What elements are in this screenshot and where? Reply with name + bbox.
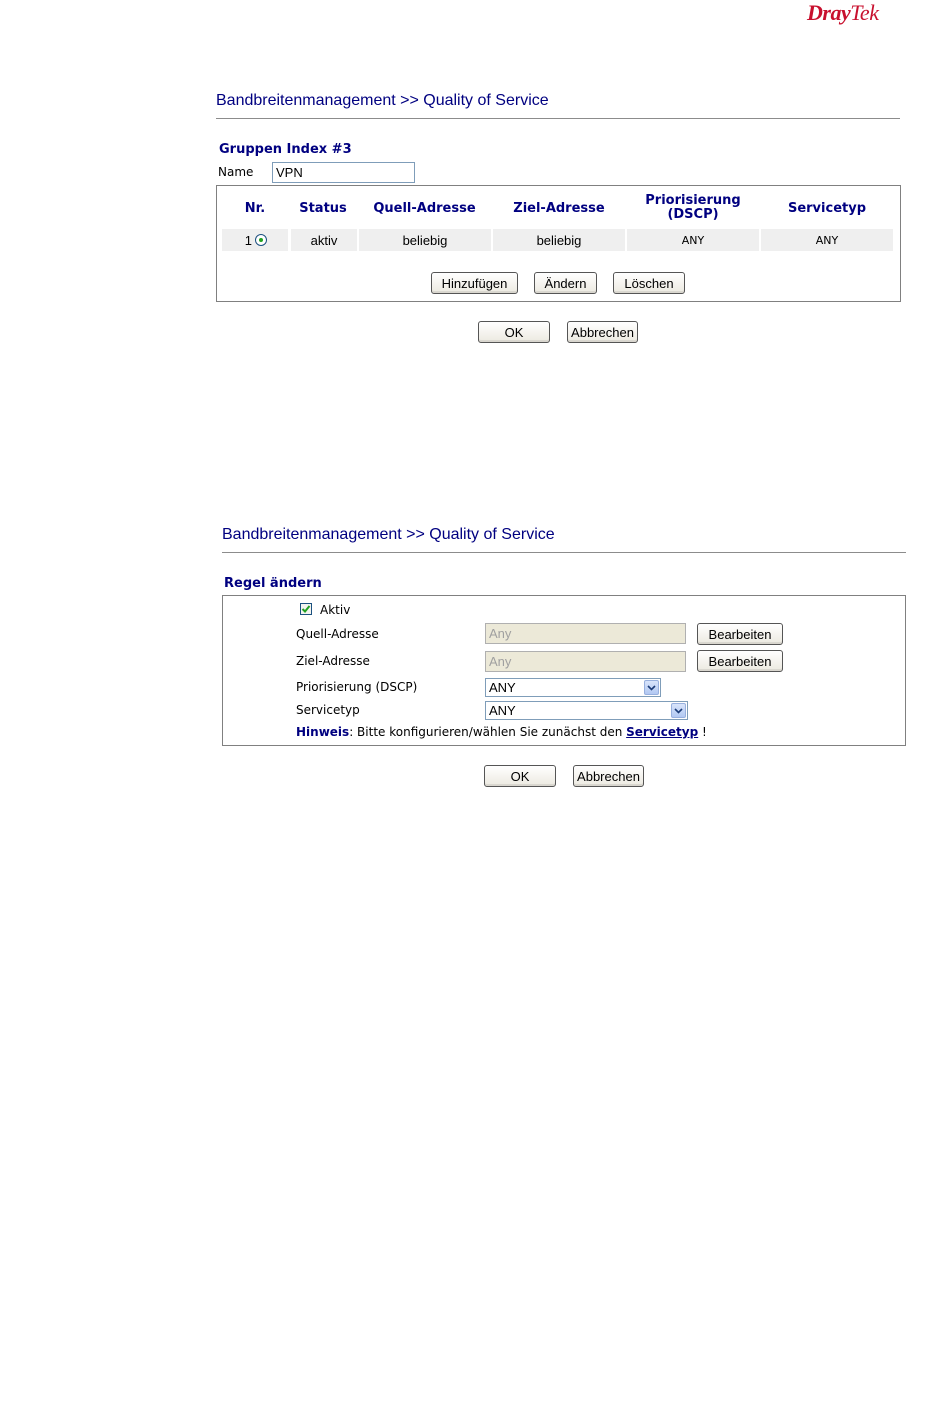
table-row-nr	[222, 229, 288, 251]
table-row-service: ANY	[761, 229, 893, 251]
source-edit-button[interactable]: Bearbeiten	[697, 623, 783, 645]
dscp-select[interactable]	[485, 678, 661, 697]
hint-message: : Bitte konfigurieren/wählen Sie zunächst den	[349, 725, 627, 739]
dest-address-label: Ziel-Adresse	[296, 654, 370, 668]
service-type-label: Servicetyp	[296, 703, 360, 717]
dest-address-input: Any	[485, 651, 686, 672]
dest-edit-button[interactable]: Bearbeiten	[697, 650, 783, 672]
delete-button[interactable]: Löschen	[613, 272, 685, 294]
header-dscp	[627, 194, 759, 222]
table-row-dscp: ANY	[627, 229, 759, 251]
chevron-down-icon[interactable]	[644, 680, 659, 695]
header-dscp-line1: Priorisierung	[645, 193, 741, 208]
rule-page-title: Bandbreitenmanagement >> Quality of Service	[222, 526, 555, 543]
header-dscp-line2: (DSCP)	[667, 207, 719, 222]
logo-part-dray: Dray	[807, 0, 851, 25]
hint-end: !	[698, 725, 707, 739]
add-button[interactable]: Hinzufügen	[431, 272, 518, 294]
ok-button[interactable]: OK	[478, 321, 550, 343]
hint-label: Hinweis	[296, 725, 350, 739]
row-nr-value: 1	[244, 232, 252, 248]
dscp-select-value: ANY	[489, 680, 516, 695]
edit-button[interactable]: Ändern	[534, 272, 597, 294]
header-dest: Ziel-Adresse	[513, 201, 605, 216]
draytek-logo	[807, 0, 878, 26]
chevron-down-icon[interactable]	[671, 703, 686, 718]
page-title: Bandbreitenmanagement >> Quality of Service	[216, 92, 549, 109]
service-type-link[interactable]: Servicetyp	[626, 725, 699, 739]
check-icon	[301, 604, 311, 614]
cancel-button[interactable]: Abbrechen	[567, 321, 638, 343]
service-type-select[interactable]	[485, 701, 688, 720]
rule-cancel-button[interactable]: Abbrechen	[573, 765, 644, 787]
name-input[interactable]: VPN	[272, 162, 415, 183]
group-index-title: Gruppen Index #3	[219, 142, 352, 157]
header-source: Quell-Adresse	[373, 201, 476, 216]
header-service: Servicetyp	[787, 201, 867, 216]
rule-ok-button[interactable]: OK	[484, 765, 556, 787]
hint-text	[296, 725, 707, 739]
name-label: Name	[218, 165, 254, 179]
active-checkbox[interactable]	[300, 603, 312, 615]
logo-part-tek: Tek	[850, 0, 879, 25]
title-divider	[216, 118, 900, 119]
active-label: Aktiv	[320, 603, 351, 617]
rule-title-divider	[222, 552, 906, 553]
table-row-source: beliebig	[359, 229, 491, 251]
service-type-select-value: ANY	[489, 703, 516, 718]
header-status: Status	[299, 201, 347, 216]
table-row-status: aktiv	[291, 229, 357, 251]
dscp-label: Priorisierung (DSCP)	[296, 680, 418, 694]
edit-rule-title: Regel ändern	[224, 576, 322, 591]
header-nr: Nr.	[244, 201, 266, 216]
row-select-radio[interactable]	[255, 234, 267, 246]
source-address-label: Quell-Adresse	[296, 627, 379, 641]
source-address-input: Any	[485, 623, 686, 644]
table-row-dest: beliebig	[493, 229, 625, 251]
